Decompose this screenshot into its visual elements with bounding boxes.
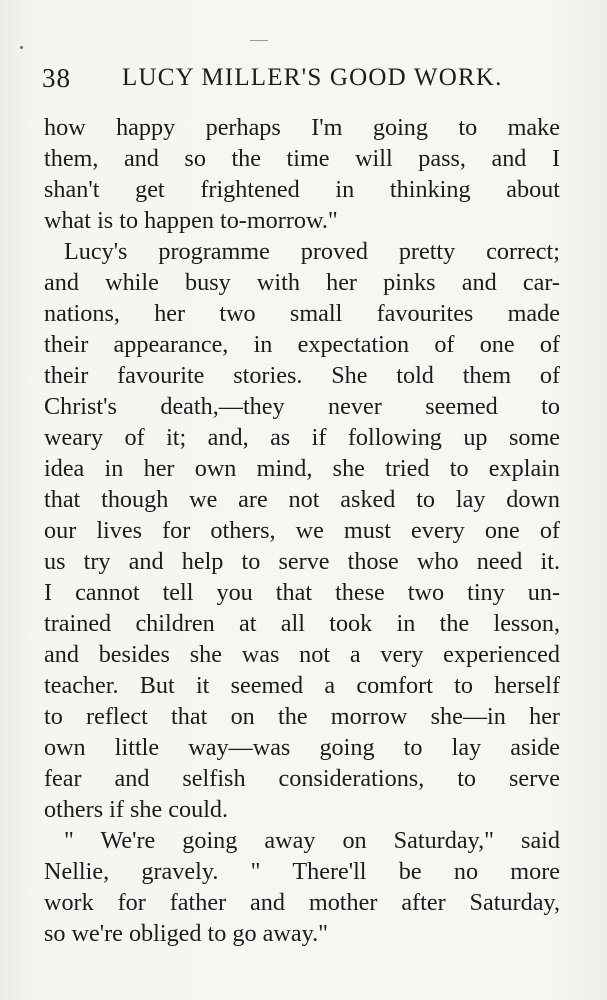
body-text	[44, 112, 560, 949]
page-number: 38	[42, 63, 71, 93]
text-line: and while busy with her pinks and car-	[44, 269, 560, 296]
text-line: weary of it; and, as if following up some	[44, 424, 560, 451]
text-line: that though we are not asked to lay down	[44, 486, 560, 513]
text-line: what is to happen to-morrow."	[44, 207, 338, 234]
text-line: to reflect that on the morrow she—in her	[44, 703, 560, 730]
text-line: I cannot tell you that these two tiny un-	[44, 579, 560, 606]
running-title: LUCY MILLER'S GOOD WORK.	[122, 64, 503, 91]
text-line: their appearance, in expectation of one of	[44, 331, 560, 358]
text-line: Nellie, gravely. " There'll be no more	[44, 858, 560, 885]
text-line: their favourite stories. She told them of	[44, 362, 560, 389]
text-line: how happy perhaps I'm going to make	[44, 114, 560, 141]
text-line: own little way—was going to lay aside	[44, 734, 560, 761]
text-line: nations, her two small favourites made	[44, 300, 560, 327]
print-speck	[250, 40, 268, 41]
text-line: trained children at all took in the lesson,	[44, 610, 560, 637]
text-line: work for father and mother after Saturday,	[44, 889, 560, 916]
text-line: shan't get frightened in thinking about	[44, 176, 560, 203]
text-line: teacher. But it seemed a comfort to herself	[44, 672, 560, 699]
text-line: so we're obliged to go away."	[44, 920, 329, 947]
text-line: Lucy's programme proved pretty correct;	[64, 238, 560, 265]
text-line: fear and selfish considerations, to serve	[44, 765, 560, 792]
text-line: them, and so the time will pass, and I	[44, 145, 560, 172]
text-line: " We're going away on Saturday," said	[64, 827, 560, 854]
text-line: idea in her own mind, she tried to explain	[44, 455, 560, 482]
text-line: Christ's death,—they never seemed to	[44, 393, 560, 420]
text-line: others if she could.	[44, 796, 229, 823]
text-line: and besides she was not a very experienced	[44, 641, 560, 668]
print-speck	[20, 46, 23, 49]
text-line: us try and help to serve those who need it.	[44, 548, 560, 575]
text-line: our lives for others, we must every one of	[44, 517, 560, 544]
page-header	[42, 60, 562, 96]
